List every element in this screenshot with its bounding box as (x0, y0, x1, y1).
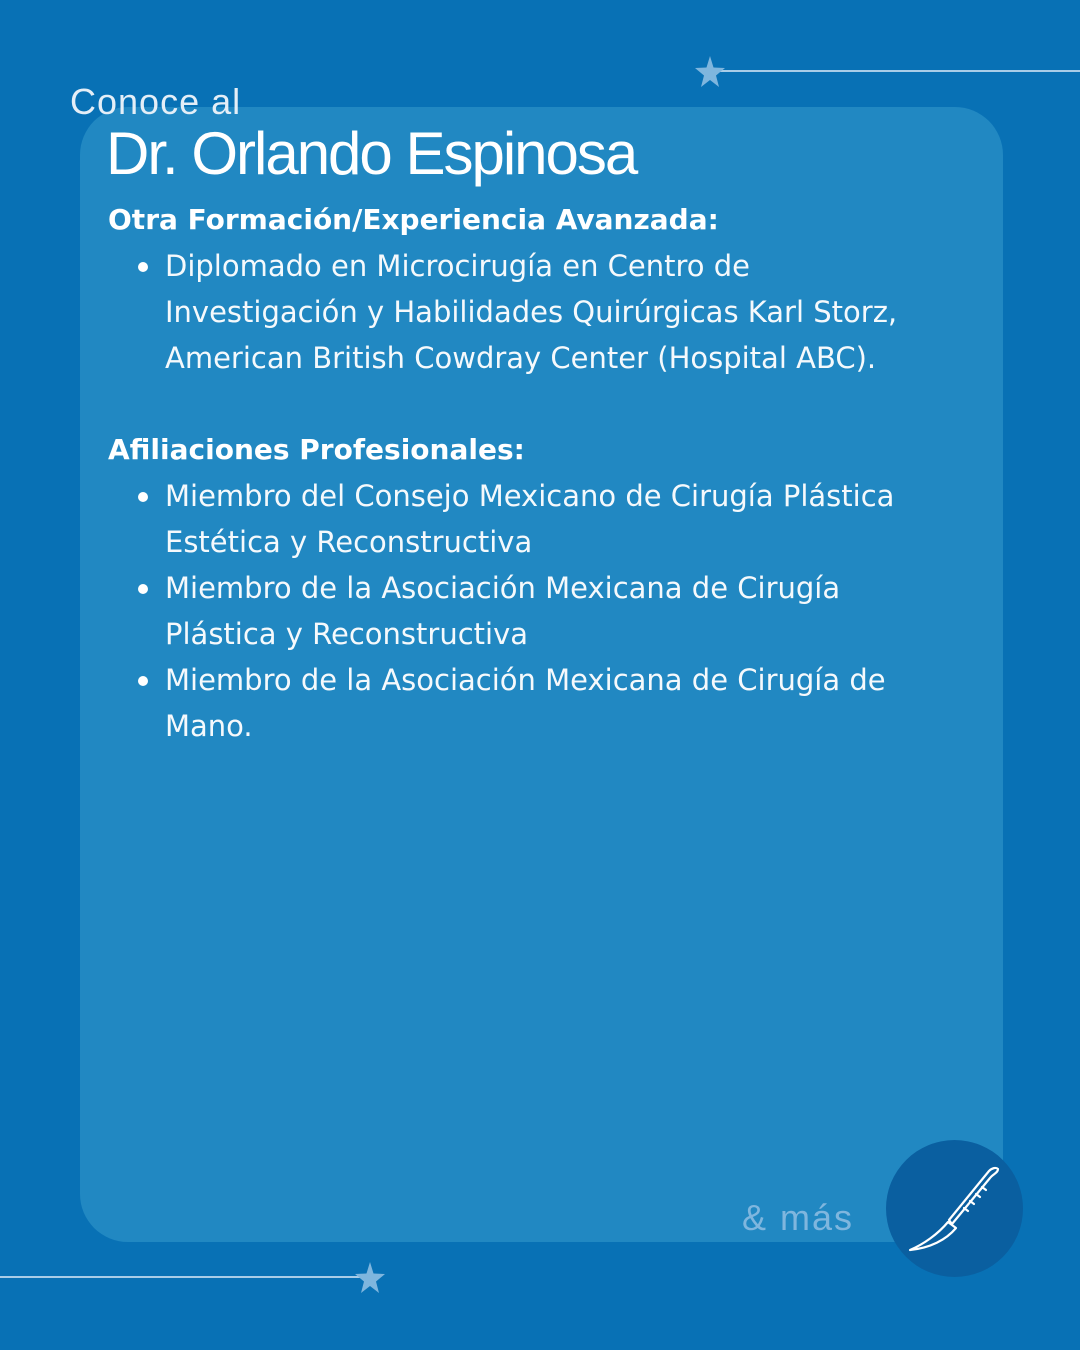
bullet-icon (138, 492, 148, 502)
scalpel-icon (904, 1158, 1004, 1258)
training-list (108, 243, 928, 381)
list-item-text: Miembro de la Asociación Mexicana de Cirugía de Mano. (165, 663, 886, 743)
bullet-icon (138, 262, 148, 272)
list-item (108, 657, 928, 749)
affiliations-list (108, 473, 928, 749)
section-spacer (108, 381, 928, 427)
doctor-name: Dr. Orlando Espinosa (106, 120, 637, 187)
more-text: & más (742, 1197, 855, 1238)
bottom-star-icon (353, 1261, 387, 1295)
bottom-decorative-line (0, 1276, 370, 1278)
list-item-text: Miembro de la Asociación Mexicana de Cirugía Plástica y Reconstructiva (165, 571, 841, 651)
bullet-icon (138, 584, 148, 594)
list-item (108, 243, 928, 381)
section-title-affiliations: Afiliaciones Profesionales: (108, 433, 525, 466)
scalpel-badge (886, 1140, 1023, 1277)
list-item-text: Diplomado en Microcirugía en Centro de Investigación y Habilidades Quirúrgicas Karl Storz, American British Cowdray Center (Hospital ABC). (165, 249, 898, 375)
list-item-text: Miembro del Consejo Mexicano de Cirugía Plástica Estética y Reconstructiva (165, 479, 895, 559)
content-body (108, 197, 928, 749)
section-title-training: Otra Formación/Experiencia Avanzada: (108, 203, 719, 236)
bullet-icon (138, 676, 148, 686)
list-item (108, 565, 928, 657)
intro-text: Conoce al (70, 81, 242, 122)
list-item (108, 473, 928, 565)
top-decorative-line (712, 70, 1080, 72)
top-star-icon (693, 55, 727, 89)
